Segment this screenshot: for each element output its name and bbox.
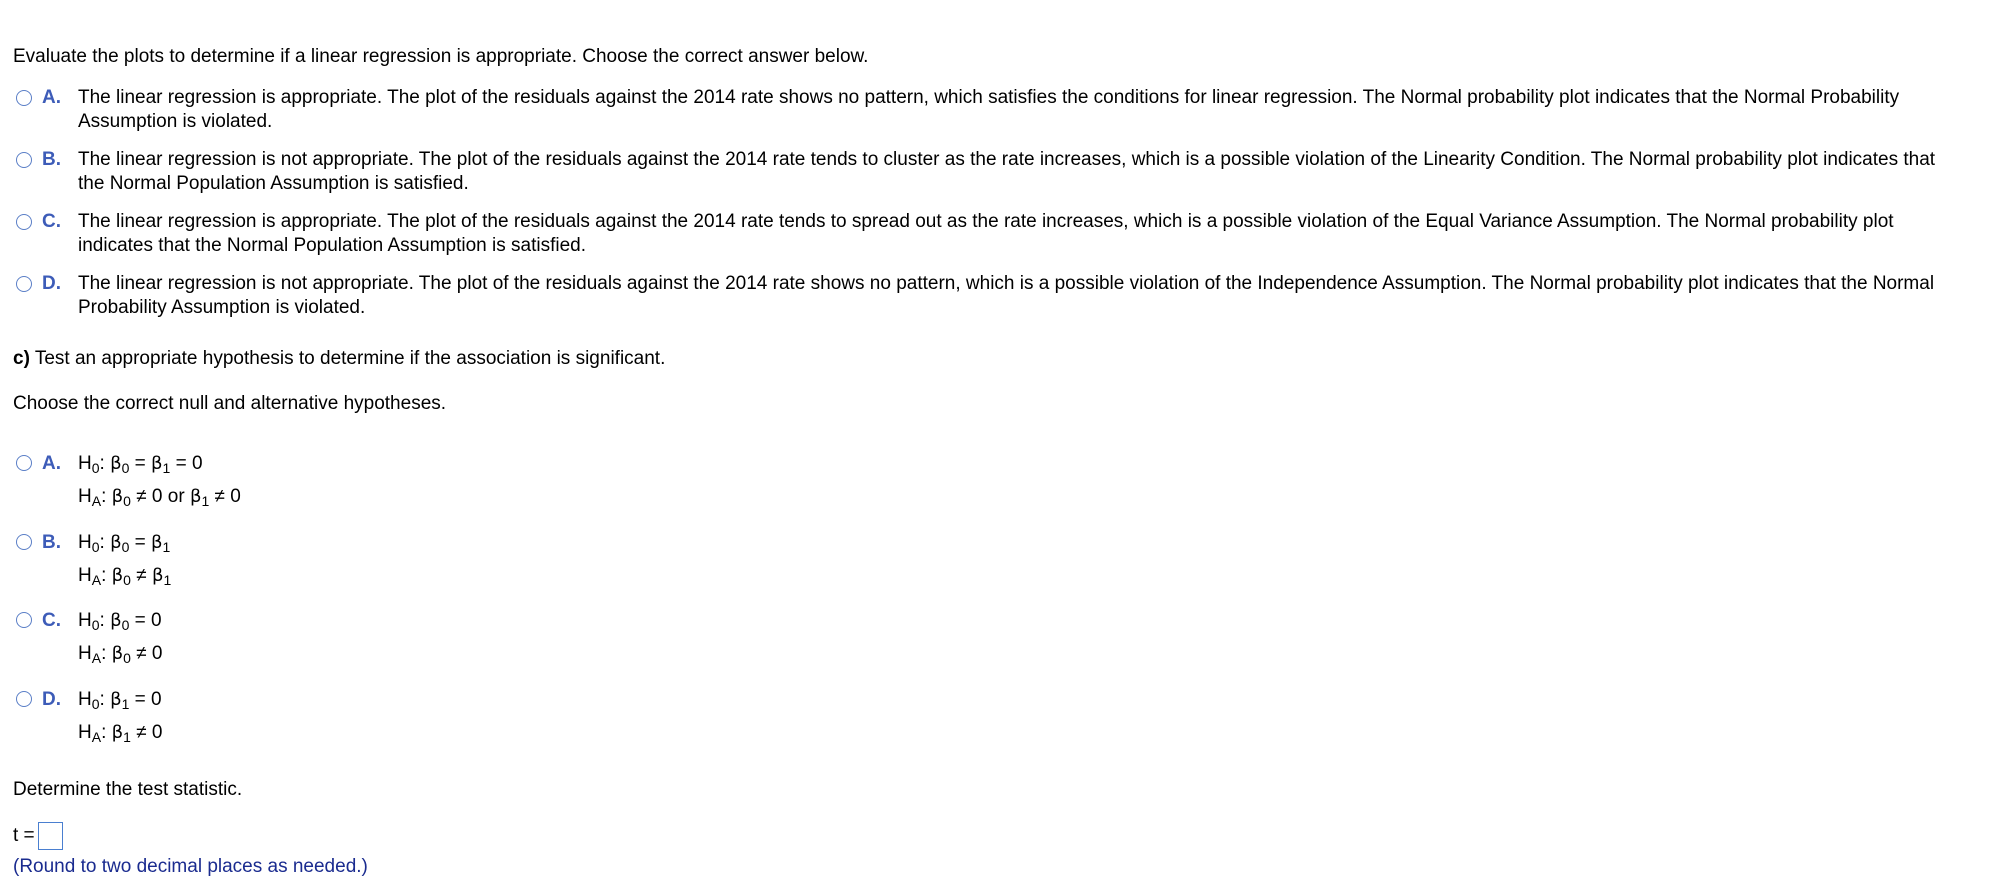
part-c-prompt	[13, 347, 665, 371]
test-statistic-label: t =	[13, 825, 35, 846]
option-letter: B.	[42, 149, 61, 170]
alternative-hypothesis: $H_A$: $\beta_0 \ne 0$ or $\beta_1 \ne 0$	[78, 486, 241, 509]
hypothesis-pair	[78, 447, 1976, 513]
radio-button-icon[interactable]	[16, 534, 32, 550]
option-text: The linear regression is not appropriate. The plot of the residuals against the 2014 rate shows no pattern, which is a possible violation of the Independence Assumption. The Normal probability plot indicates that the Normal Probability Assumption is violated.	[78, 273, 1935, 318]
option-letter: A.	[42, 453, 61, 474]
hypothesis-pair	[78, 683, 1976, 749]
alternative-hypothesis: $H_A$: $\beta_0 \ne 0$	[78, 643, 163, 666]
radio-button-icon[interactable]	[16, 612, 32, 628]
part-c-prompt-text: Test an appropriate hypothesis to determine if the association is significant.	[29, 348, 666, 369]
option-letter: A.	[42, 87, 61, 108]
option-text: The linear regression is not appropriate. The plot of the residuals against the 2014 rate tends to cluster as the rate increases, which is a possible violation of the Linearity Condition. The Normal probability plot indicates that the Normal Population Assumption is satisfied.	[78, 149, 1936, 194]
part-c-label: c)	[13, 348, 30, 369]
part-c-option-c[interactable]	[16, 604, 1976, 670]
option-letter: C.	[42, 211, 61, 232]
option-text: The linear regression is appropriate. The plot of the residuals against the 2014 rate shows no pattern, which satisfies the conditions for linear regression. The Normal probability plot indicates that the Normal Probability Assumption is violated.	[78, 87, 1900, 132]
option-letter: D.	[42, 273, 61, 294]
part-c-option-b[interactable]	[16, 526, 1976, 592]
option-letter: D.	[42, 689, 61, 710]
alternative-hypothesis: $H_A$: $\beta_0 \ne \beta_1$	[78, 565, 172, 588]
part-c-sub-prompt: Choose the correct null and alternative hypotheses.	[13, 393, 447, 414]
option-text: The linear regression is appropriate. The plot of the residuals against the 2014 rate tends to spread out as the rate increases, which is a possible violation of the Equal Variance Assumption. The Normal probability plot indicates that the Normal Population Assumption is satisfied.	[78, 211, 1894, 256]
part-c-option-a[interactable]	[16, 447, 1976, 513]
option-letter: C.	[42, 610, 61, 631]
null-hypothesis: $H_0$: $\beta_0 = \beta_1$	[78, 532, 171, 555]
part-b-option-a[interactable]	[16, 86, 1976, 134]
part-b-option-d[interactable]	[16, 272, 1976, 320]
radio-button-icon[interactable]	[16, 90, 32, 106]
null-hypothesis: $H_0$: $\beta_1 = 0$	[78, 689, 162, 712]
part-c-option-d[interactable]	[16, 683, 1976, 749]
alternative-hypothesis: $H_A$: $\beta_1 \ne 0$	[78, 722, 163, 745]
part-b-option-c[interactable]	[16, 210, 1976, 258]
hypothesis-pair	[78, 526, 1976, 592]
radio-button-icon[interactable]	[16, 276, 32, 292]
test-statistic-input[interactable]	[38, 822, 63, 850]
part-b-option-b[interactable]	[16, 148, 1976, 196]
test-statistic-prompt: Determine the test statistic.	[13, 779, 243, 800]
radio-button-icon[interactable]	[16, 455, 32, 471]
radio-button-icon[interactable]	[16, 691, 32, 707]
radio-button-icon[interactable]	[16, 152, 32, 168]
null-hypothesis: $H_0$: $\beta_0 = \beta_1 = 0$	[78, 453, 203, 476]
rounding-hint: (Round to two decimal places as needed.)	[13, 856, 368, 877]
hypothesis-pair	[78, 604, 1976, 670]
null-hypothesis: $H_0$: $\beta_0 = 0$	[78, 610, 162, 633]
option-letter: B.	[42, 532, 61, 553]
radio-button-icon[interactable]	[16, 214, 32, 230]
test-statistic-row	[13, 822, 63, 850]
part-b-prompt: Evaluate the plots to determine if a linear regression is appropriate. Choose the correct answer below.	[13, 46, 869, 67]
